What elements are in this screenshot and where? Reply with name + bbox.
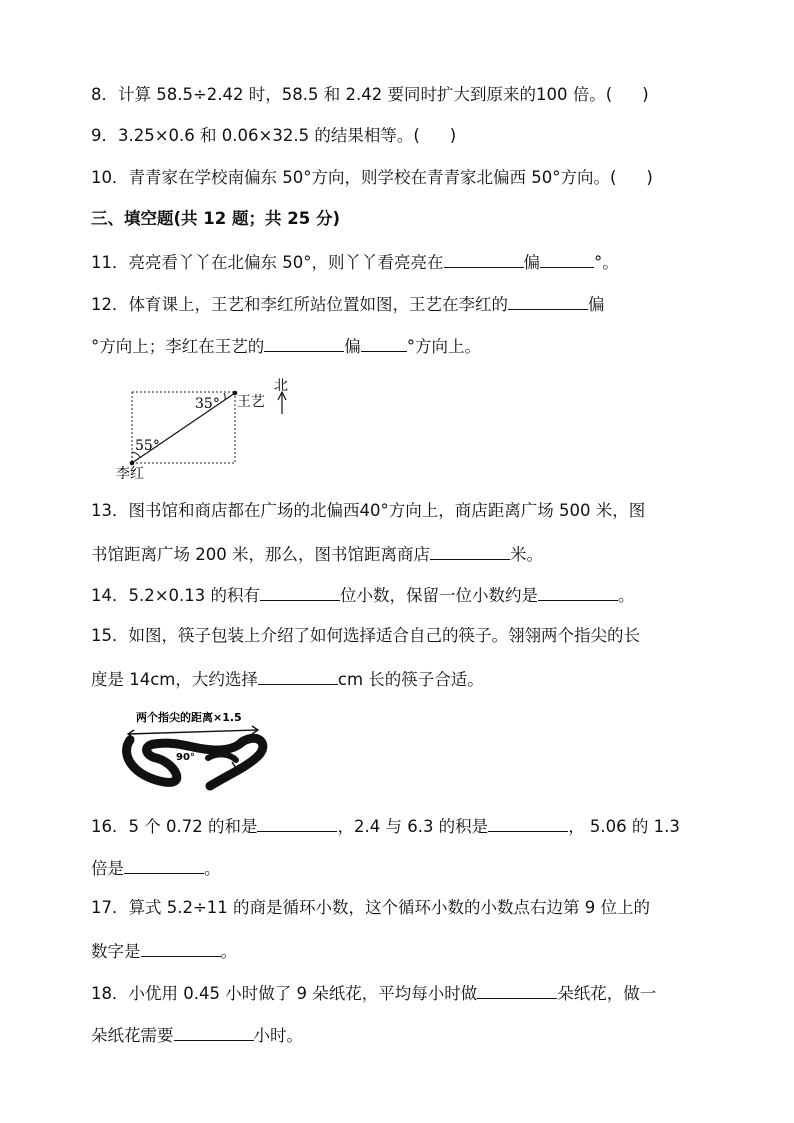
answer-blank[interactable] [124, 855, 204, 874]
question-17-line2: 数字是 。 [91, 938, 237, 964]
answer-blank[interactable] [488, 813, 568, 832]
li-hong-point [130, 461, 135, 466]
hand-palm-shape [208, 754, 236, 760]
question-13-line2: 书馆距离广场 200 米，那么，图书馆距离商店 米。 [91, 541, 543, 567]
position-diagram [112, 372, 302, 484]
answer-blank[interactable] [430, 541, 510, 560]
question-14: 14．5.2×0.13 的积有 位小数，保留一位小数约是 。 [91, 582, 635, 608]
north-label: 北 [274, 378, 288, 394]
question-17-line1: 17．算式 5.2÷11 的商是循环小数，这个循环小数的小数点右边第 9 位上的 [91, 898, 651, 917]
measure-line [128, 730, 258, 734]
answer-blank[interactable] [508, 291, 588, 310]
question-10: 10．青青家在学校南偏东 50°方向，则学校在青青家北偏西 50°方向。( ) [91, 168, 653, 187]
answer-blank[interactable] [538, 582, 618, 601]
question-13-line1: 13．图书馆和商店都在广场的北偏西40°方向上，商店距离广场 500 米，图 [91, 501, 646, 520]
li-hong-label: 李红 [116, 466, 144, 482]
question-9: 9．3.25×0.6 和 0.06×32.5 的结果相等。( ) [91, 126, 457, 145]
question-8-text: 8．计算 58.5÷2.42 时，58.5 和 2.42 要同时扩大到原来的100 倍。( [91, 85, 613, 104]
answer-blank[interactable] [260, 582, 340, 601]
answer-blank[interactable] [174, 1022, 254, 1041]
question-12-line2: °方向上；李红在王艺的 偏 °方向上。 [91, 333, 481, 359]
section-title: 三、填空题(共 12 题；共 25 分) [91, 209, 340, 228]
question-18-line1: 18．小优用 0.45 小时做了 9 朵纸花，平均每小时做 朵纸花，做一 [91, 980, 656, 1006]
angle-arc-top [224, 393, 225, 400]
answer-blank[interactable] [141, 938, 221, 957]
question-11: 11．亮亮看丫丫在北偏东 50°，则丫丫看亮亮在 偏 °。 [91, 249, 619, 275]
answer-blank[interactable] [257, 813, 337, 832]
answer-blank[interactable] [264, 333, 344, 352]
wang-yi-label: 王艺 [237, 394, 265, 410]
figure-caption: 两个指尖的距离×1.5 [136, 711, 242, 724]
question-12-line1: 12．体育课上，王艺和李红所站位置如图，王艺在李红的 偏 [91, 291, 605, 317]
answer-blank[interactable] [258, 666, 338, 685]
chopsticks-hand-figure [118, 706, 278, 798]
angle-label-55: 55° [135, 438, 160, 454]
question-16-line2: 倍是 。 [91, 855, 221, 881]
question-15-line1: 15．如图，筷子包装上介绍了如何选择适合自己的筷子。翎翎两个指尖的长 [91, 626, 640, 645]
answer-blank[interactable] [361, 333, 407, 352]
angle-label-35: 35° [195, 396, 220, 412]
figure-angle-label: 90° [176, 752, 195, 763]
question-15-line2: 度是 14cm，大约选择 cm 长的筷子合适。 [91, 666, 484, 692]
answer-blank[interactable] [540, 249, 594, 268]
question-10-text: 10．青青家在学校南偏东 50°方向，则学校在青青家北偏西 50°方向。( [91, 168, 617, 187]
question-9-text: 9．3.25×0.6 和 0.06×32.5 的结果相等。( [91, 126, 420, 145]
question-8: 8．计算 58.5÷2.42 时，58.5 和 2.42 要同时扩大到原来的100 倍。( ) [91, 85, 649, 104]
answer-blank[interactable] [444, 249, 524, 268]
question-16-line1: 16．5 个 0.72 的和是 ，2.4 与 6.3 的积是 ， 5.06 的 1.3 [91, 813, 680, 839]
question-18-line2: 朵纸花需要 小时。 [91, 1022, 303, 1048]
answer-blank[interactable] [477, 980, 557, 999]
